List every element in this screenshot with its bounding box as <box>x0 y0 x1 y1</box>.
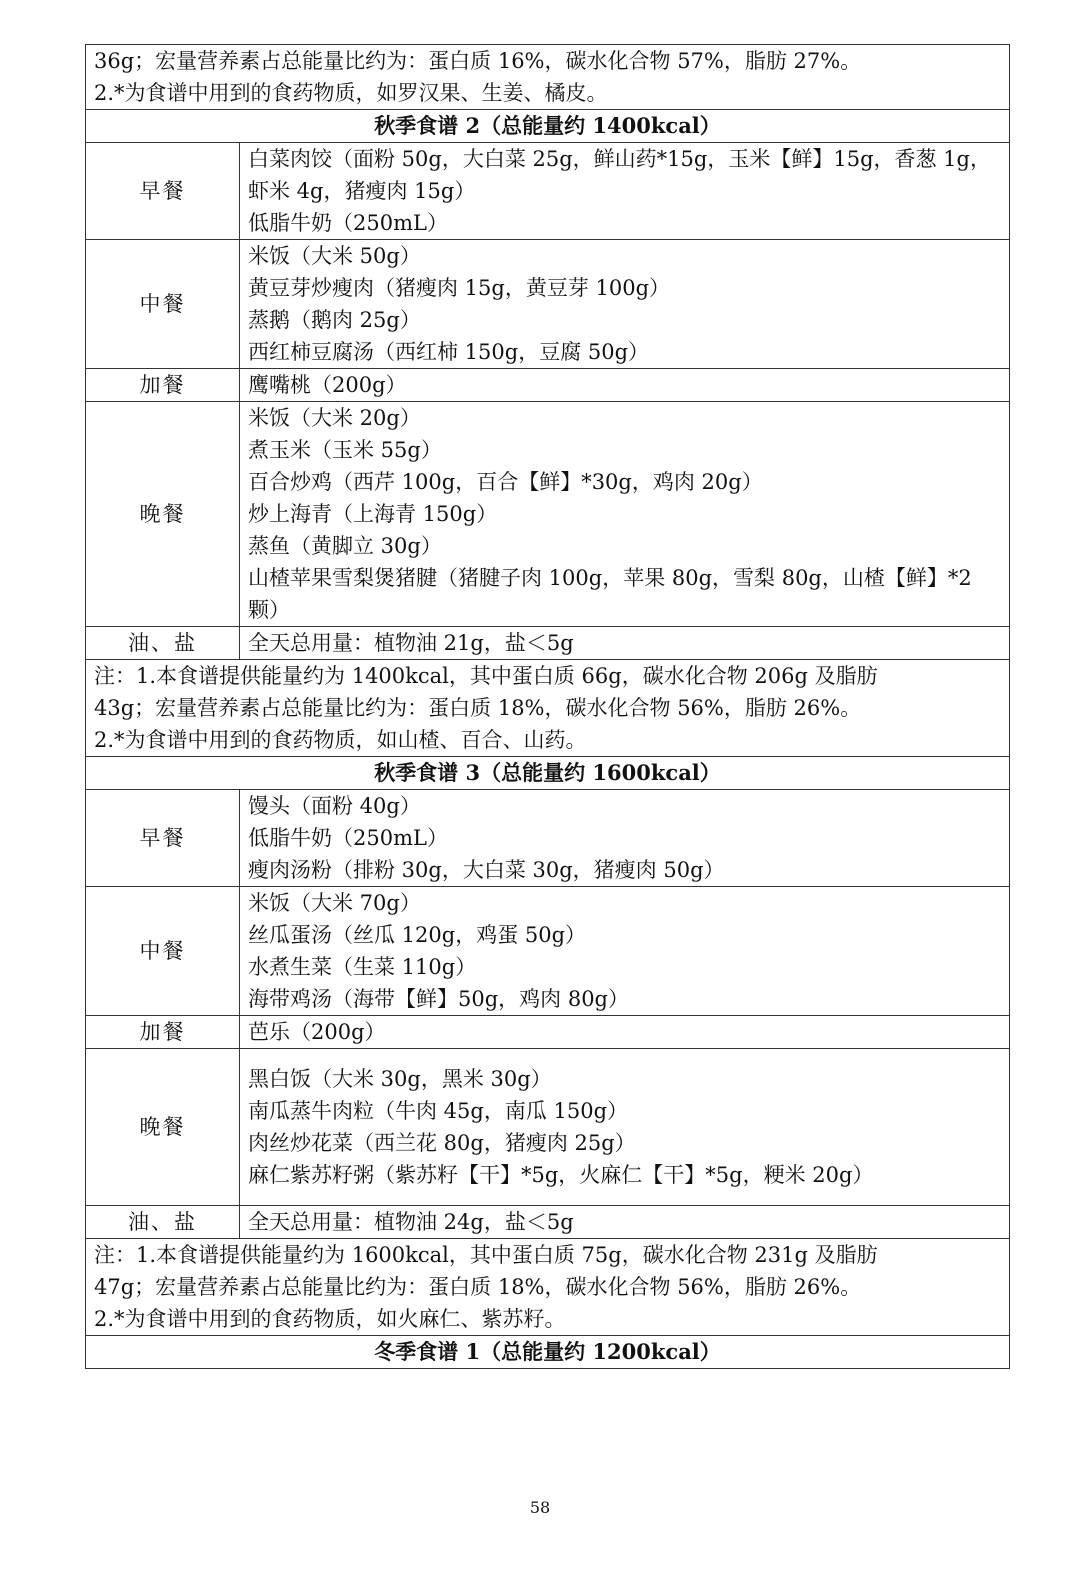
dish-item: 低脂牛奶（250mL） <box>248 211 448 235</box>
meal-items <box>240 240 1010 369</box>
dish-item: 黑白饭（大米 30g，黑米 30g） <box>248 1067 552 1091</box>
recipe-title: 秋季食谱 3（总能量约 1600kcal） <box>86 757 1010 790</box>
dish-item: 蒸鹅（鹅肉 25g） <box>248 308 421 332</box>
dish-item: 米饭（大米 20g） <box>248 406 421 430</box>
note-row <box>86 660 1010 757</box>
recipe-title: 冬季食谱 1（总能量约 1200kcal） <box>86 1336 1010 1369</box>
dish-item: 西红柿豆腐汤（西红柿 150g，豆腐 50g） <box>248 340 650 364</box>
dish-item: 炒上海青（上海青 150g） <box>248 502 498 526</box>
meal-label: 早餐 <box>86 143 240 240</box>
dish-item: 米饭（大米 50g） <box>248 244 421 268</box>
meal-items <box>240 369 1010 402</box>
meal-label: 中餐 <box>86 887 240 1016</box>
dish-item: 米饭（大米 70g） <box>248 891 421 915</box>
note-line: 2.*为食谱中用到的食药物质，如罗汉果、生姜、橘皮。 <box>94 81 608 105</box>
meal-label: 中餐 <box>86 240 240 369</box>
note-line: 36g；宏量营养素占总能量比约为：蛋白质 16%，碳水化合物 57%，脂肪 27%。 <box>94 49 862 73</box>
meal-label: 早餐 <box>86 790 240 887</box>
dish-item: 全天总用量：植物油 24g，盐＜5g <box>248 1210 574 1234</box>
meal-row-snack <box>86 369 1010 402</box>
dish-item: 黄豆芽炒瘦肉（猪瘦肉 15g，黄豆芽 100g） <box>248 276 671 300</box>
dish-item: 白菜肉饺（面粉 50g，大白菜 25g，鲜山药*15g，玉米【鲜】15g，香葱 1g，虾米 4g，猪瘦肉 15g） <box>248 147 991 203</box>
dish-item: 鹰嘴桃（200g） <box>248 373 407 397</box>
note-line: 注：1.本食谱提供能量约为 1600kcal，其中蛋白质 75g，碳水化合物 231g 及脂肪 <box>94 1243 878 1267</box>
recipe-title-row <box>86 757 1010 790</box>
note-line: 2.*为食谱中用到的食药物质，如火麻仁、紫苏籽。 <box>94 1307 566 1331</box>
dish-item: 麻仁紫苏籽粥（紫苏籽【干】*5g，火麻仁【干】*5g，粳米 20g） <box>248 1163 874 1187</box>
meal-row-breakfast <box>86 143 1010 240</box>
meal-row-lunch <box>86 887 1010 1016</box>
recipe-title-row <box>86 1336 1010 1369</box>
meal-items <box>240 1016 1010 1049</box>
page-number: 58 <box>529 1498 551 1517</box>
recipe-note <box>86 660 1010 757</box>
dish-item: 水煮生菜（生菜 110g） <box>248 955 477 979</box>
recipe-note <box>86 1239 1010 1336</box>
meal-items <box>240 887 1010 1016</box>
meal-label: 油、盐 <box>86 1206 240 1239</box>
dish-item: 海带鸡汤（海带【鲜】50g，鸡肉 80g） <box>248 987 630 1011</box>
meal-label: 晚餐 <box>86 402 240 627</box>
dish-item: 山楂苹果雪梨煲猪腱（猪腱子肉 100g，苹果 80g，雪梨 80g，山楂【鲜】*2 颗） <box>248 566 972 622</box>
meal-items <box>240 1206 1010 1239</box>
dish-item: 丝瓜蛋汤（丝瓜 120g，鸡蛋 50g） <box>248 923 587 947</box>
meal-label: 加餐 <box>86 1016 240 1049</box>
recipe-note <box>86 45 1010 110</box>
meal-row-oil-salt <box>86 1206 1010 1239</box>
dish-item: 低脂牛奶（250mL） <box>248 826 448 850</box>
recipe-table <box>85 44 1010 1369</box>
dish-item: 芭乐（200g） <box>248 1020 386 1044</box>
note-line: 2.*为食谱中用到的食药物质，如山楂、百合、山药。 <box>94 728 587 752</box>
meal-row-oil-salt <box>86 627 1010 660</box>
recipe-title: 秋季食谱 2（总能量约 1400kcal） <box>86 110 1010 143</box>
dish-item: 南瓜蒸牛肉粒（牛肉 45g，南瓜 150g） <box>248 1099 629 1123</box>
meal-row-breakfast <box>86 790 1010 887</box>
dish-item: 肉丝炒花菜（西兰花 80g，猪瘦肉 25g） <box>248 1131 636 1155</box>
dish-item: 煮玉米（玉米 55g） <box>248 438 442 462</box>
meal-label: 晚餐 <box>86 1049 240 1206</box>
meal-row-snack <box>86 1016 1010 1049</box>
meal-items <box>240 402 1010 627</box>
meal-row-dinner <box>86 402 1010 627</box>
note-line: 47g；宏量营养素占总能量比约为：蛋白质 18%，碳水化合物 56%，脂肪 26%。 <box>94 1275 862 1299</box>
top-note-row <box>86 45 1010 110</box>
note-line: 43g；宏量营养素占总能量比约为：蛋白质 18%，碳水化合物 56%，脂肪 26%。 <box>94 696 862 720</box>
meal-items <box>240 143 1010 240</box>
dish-item: 全天总用量：植物油 21g，盐＜5g <box>248 631 574 655</box>
recipe-title-row <box>86 110 1010 143</box>
meal-items <box>240 790 1010 887</box>
dish-item: 百合炒鸡（西芹 100g，百合【鲜】*30g，鸡肉 20g） <box>248 470 763 494</box>
meal-row-lunch <box>86 240 1010 369</box>
meal-items <box>240 627 1010 660</box>
meal-label: 加餐 <box>86 369 240 402</box>
dish-item: 蒸鱼（黄脚立 30g） <box>248 534 442 558</box>
meal-items <box>240 1049 1010 1206</box>
dish-item: 瘦肉汤粉（排粉 30g，大白菜 30g，猪瘦肉 50g） <box>248 858 725 882</box>
note-row <box>86 1239 1010 1336</box>
dish-item: 馒头（面粉 40g） <box>248 794 421 818</box>
meal-label: 油、盐 <box>86 627 240 660</box>
meal-row-dinner <box>86 1049 1010 1206</box>
note-line: 注：1.本食谱提供能量约为 1400kcal，其中蛋白质 66g，碳水化合物 206g 及脂肪 <box>94 664 878 688</box>
